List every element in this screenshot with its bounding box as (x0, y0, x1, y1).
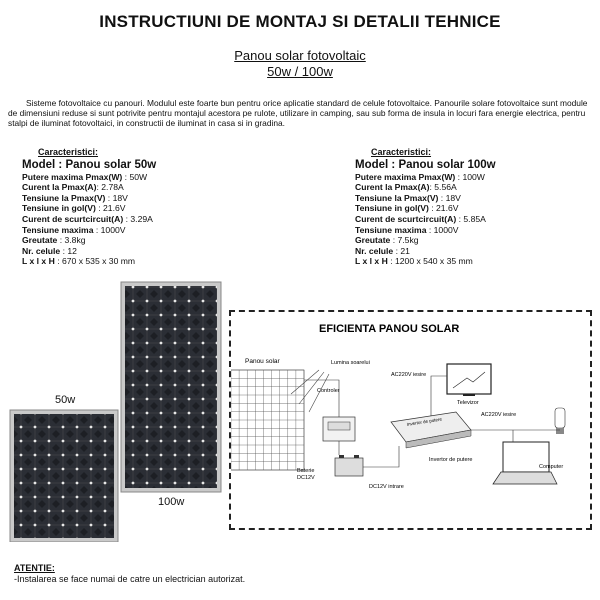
spec-row (22, 172, 156, 183)
spec-key: Greutate (22, 235, 58, 246)
spec-row (355, 246, 496, 257)
spec-row (355, 182, 496, 193)
efficiency-diagram (229, 310, 592, 530)
spec-key: Nr. celule (355, 245, 394, 256)
spec-value: : 21 (393, 245, 410, 256)
attention-title: ATENTIE: (14, 563, 55, 573)
label-lumina: Lumina soarelui (331, 360, 370, 366)
panel-50w-cells (14, 414, 114, 538)
spec-row (355, 235, 496, 246)
spec-value: : 1000V (426, 224, 459, 235)
specs-header: Caracteristici: (38, 147, 99, 157)
spec-value: : 18V (438, 192, 461, 203)
spec-key: Tensiune in gol(V) (355, 203, 429, 214)
label-computer: Computer (539, 464, 564, 470)
specs-50w (22, 147, 156, 267)
specs-100w (355, 147, 496, 267)
spec-value: : 5.56A (429, 182, 457, 193)
computer-icon (493, 442, 557, 484)
spec-value: : 1200 x 540 x 35 mm (387, 256, 473, 267)
model-title: Model : Panou solar 50w (22, 158, 157, 171)
label-invertor: Invertor de putere (429, 457, 473, 463)
inverter-box-label: Invertor de putere (406, 416, 443, 427)
spec-key: Putere maxima Pmax(W) (355, 171, 456, 182)
spec-key: L x l x H (355, 256, 388, 267)
spec-key: Tensiune la Pmax(V) (22, 192, 106, 203)
spec-value: : 50W (122, 171, 148, 182)
label-dc12v: DC12V (297, 475, 315, 481)
label-ac220-1: AC220V iesire (391, 372, 427, 378)
spec-row (22, 256, 156, 267)
spec-value: : 2.78A (96, 182, 124, 193)
product-power-subtitle: 50w / 100w (267, 64, 333, 79)
label-baterie: Baterie (297, 468, 315, 474)
spec-row (355, 214, 496, 225)
spec-value: : 18V (105, 192, 128, 203)
spec-value: : 1000V (93, 224, 126, 235)
spec-key: Greutate (355, 235, 391, 246)
model-title: Model : Panou solar 100w (355, 158, 496, 171)
spec-key: Curent la Pmax(A) (355, 182, 430, 193)
spec-row (22, 203, 156, 214)
intro-paragraph: Sisteme fotovoltaice cu panouri. Modulul este foarte bun pentru orice aplicatie standard de celule fotovoltaice. Panourile solare fotovoltaice sunt module de dimensiuni reduse si sunt potrivite pentru montajul acestora pe rulote, utilizare in camping, sau sub forma de insula in locuri fara energie electrica, pentru stalpi de iluminat fotovoltaici, in constructii de iluminat in casa si in gradina. (8, 98, 588, 128)
spec-value: : 3.29A (123, 213, 153, 224)
page-title: INSTRUCTIUNI DE MONTAJ SI DETALII TEHNICE (99, 12, 501, 31)
panel-100w-label: 100w (158, 496, 185, 508)
label-controler: Controler (317, 388, 340, 394)
spec-value: : 21.6V (428, 203, 459, 214)
panel-50w-label: 50w (55, 394, 76, 406)
spec-key: L x l x H (22, 256, 55, 267)
panel-100w-cells (125, 286, 217, 488)
spec-row (355, 172, 496, 183)
spec-key: Curent de scurtcircuit(A) (355, 213, 457, 224)
spec-row (22, 225, 156, 236)
spec-row (355, 203, 496, 214)
solar-panels-image (0, 280, 230, 542)
spec-key: Curent de scurtcircuit(A) (22, 213, 124, 224)
label-televizor: Televizor (457, 400, 479, 406)
spec-key: Tensiune maxima (355, 224, 427, 235)
label-panou-solar: Panou solar (245, 358, 280, 365)
television-icon (447, 364, 491, 396)
spec-value: : 670 x 535 x 30 mm (54, 256, 136, 267)
spec-key: Tensiune la Pmax(V) (355, 192, 439, 203)
spec-key: Curent la Pmax(A) (22, 182, 97, 193)
spec-row (22, 246, 156, 257)
spec-value: : 3.8kg (57, 235, 86, 246)
spec-row (355, 225, 496, 236)
battery-icon (335, 455, 363, 476)
spec-row (355, 193, 496, 204)
spec-value: : 7.5kg (390, 235, 419, 246)
spec-value: : 12 (60, 245, 77, 256)
label-dc12v-intrare: DC12V intrare (369, 484, 404, 490)
spec-row (22, 182, 156, 193)
spec-row (22, 193, 156, 204)
product-subtitle: Panou solar fotovoltaic (234, 48, 366, 63)
spec-key: Tensiune in gol(V) (22, 203, 96, 214)
attention-note: -Instalarea se face numai de catre un electrician autorizat. (14, 574, 246, 584)
spec-key: Putere maxima Pmax(W) (22, 171, 123, 182)
spec-value: : 21.6V (95, 203, 126, 214)
spec-row (22, 214, 156, 225)
spec-row (22, 235, 156, 246)
spec-value: : 100W (455, 171, 485, 182)
spec-row (355, 256, 496, 267)
specs-header: Caracteristici: (371, 147, 432, 157)
spec-key: Tensiune maxima (22, 224, 94, 235)
controller-icon (323, 417, 355, 441)
label-ac220-2: AC220V iesire (481, 412, 517, 418)
diagram-title: EFICIENTA PANOU SOLAR (319, 323, 460, 335)
spec-value: : 5.85A (456, 213, 486, 224)
spec-key: Nr. celule (22, 245, 61, 256)
